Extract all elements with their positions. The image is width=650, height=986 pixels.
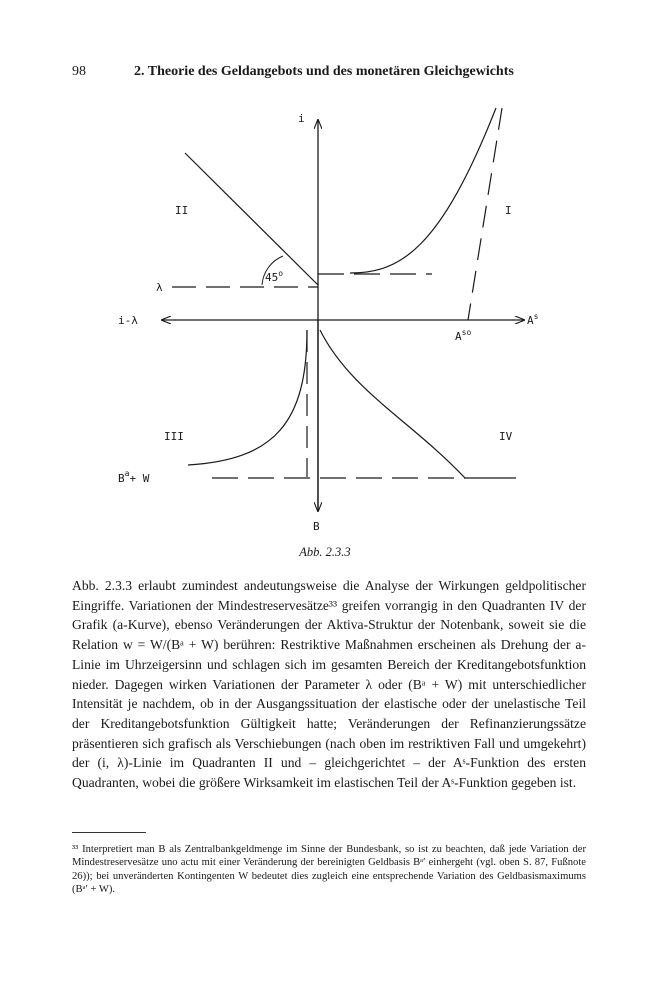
quadrant-3-curve bbox=[188, 330, 307, 465]
quadrant-label-1: I bbox=[505, 204, 512, 217]
lambda-line bbox=[185, 153, 318, 285]
bw-label: $B^a+ W$ bbox=[118, 469, 150, 485]
axis-label-b: B bbox=[313, 520, 320, 533]
axis-label-i-lambda: i-λ bbox=[118, 314, 138, 327]
quadrant-label-3: III bbox=[164, 430, 184, 443]
footnote-33: ³³ Interpretiert man B als Zentralbankgeldmenge im Sinne der Bundesbank, so ist zu beachten, daß jede Variation der Mindestreservesätze uno actu mit einer Veränderung der bereinigten Geldbasis Bᵃ′ einhergeht (vgl. oben S. 87, Fußnote 26)); bei unveränderten Kontingenten W bedeutet dies zugleich eine entsprechende Variation des Geldbasismaximums (Bᵃ′ + W). bbox=[72, 844, 586, 896]
credit-supply-curve bbox=[350, 108, 496, 273]
lambda-label: λ bbox=[156, 281, 163, 294]
figure-caption: Abb. 2.3.3 bbox=[299, 545, 351, 559]
quadrant-label-2: II bbox=[175, 204, 189, 217]
aso-label: $A^{so}$ bbox=[455, 328, 472, 343]
axis-label-as: $A^s$ bbox=[527, 312, 539, 327]
running-title: 2. Theorie des Geldangebots und des monetären Gleichgewichts bbox=[134, 64, 514, 79]
body-paragraph: Abb. 2.3.3 erlaubt zumindest andeutungsweise die Analyse der Wirkungen geldpolitischer Eingriffe. Variationen der Mindestreservesätze³³ greifen vorrangig in den Quadranten IV der Grafik (a-Kurve), ebenso Veränderungen der Aktiva-Struktur der Notenbank, soweit sie die Relation w = W/(Bᵃ + W) berühren: Restriktive Maßnahmen erscheinen als Drehung der a-Linie im Uhrzeigersinn und schlagen sich im gesamten Bereich der Kreditangebotsfunktion nieder. Dagegen wirken Variationen der Parameter λ oder (Bᵃ + W) mit unterschiedlicher Intensität je nachdem, ob in der Ausgangssituation der elastische oder der unelastische Teil der Kreditangebotsfunktion Gültigkeit hatte; Veränderungen der Refinanzierungssätze präsentieren sich grafisch als Verschiebungen (nach oben im restriktiven Fall und umgekehrt) der (i, λ)-Linie im Quadranten II und – gleichgerichtet – der Aˢ-Funktion des ersten Quadranten, wobei die größere Wirksamkeit im elastischen Teil der Aˢ-Funktion gegeben ist. bbox=[72, 578, 586, 791]
footnote-rule bbox=[72, 832, 146, 833]
angle-label: 45$^o$ bbox=[265, 269, 284, 284]
axis-label-i: i bbox=[298, 112, 305, 125]
credit-supply-dashed-line bbox=[468, 108, 502, 320]
page-number: 98 bbox=[72, 64, 86, 79]
quadrant-label-4: IV bbox=[499, 430, 513, 443]
a-curve bbox=[320, 330, 465, 478]
